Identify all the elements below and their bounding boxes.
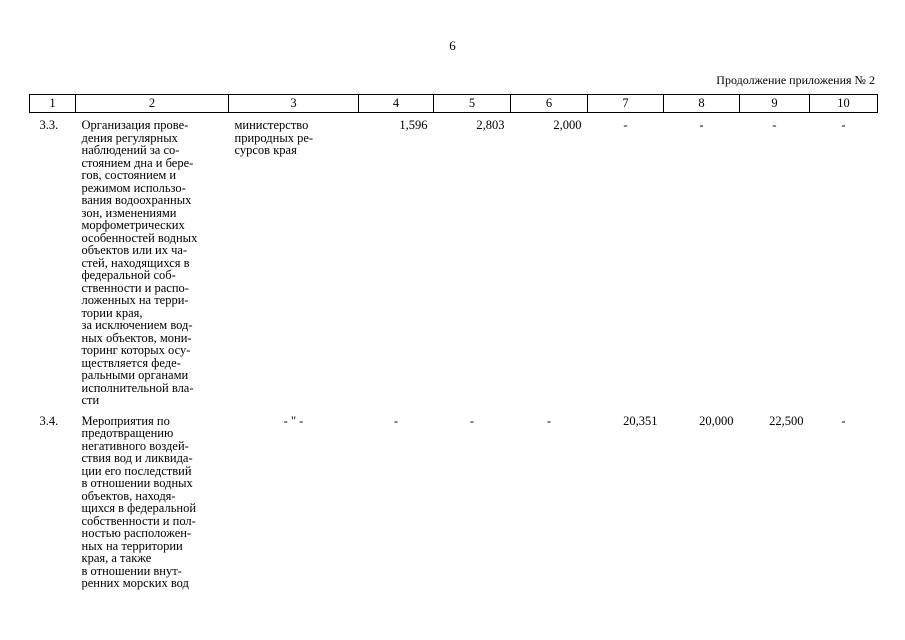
- executor: - " -: [283, 413, 304, 428]
- continuation-note: Продолжение приложения № 2: [716, 73, 875, 87]
- header-row: [30, 95, 878, 113]
- value-col-6: 2,000: [553, 118, 582, 132]
- activity-name: Организация прове- дения регулярных наблюдений за со- стоянием дна и бере- гов, состоянием и режимом использо- вания водоохранных зон, изменениями морфометрических особенностей водных объектов или их ча- стей, находящихся в федеральной соб- ственности и распо- ложенных на терри- тории края, за исключением вод- ных объектов, мони- торинг которых осу- ществляется феде- ральными органами исполнительной вла- сти: [81, 118, 198, 407]
- column-header-3: 3: [229, 95, 359, 113]
- value-col-7: 20,351: [623, 413, 658, 428]
- value-col-5: -: [469, 413, 475, 428]
- value-col-5: 2,803: [476, 118, 505, 132]
- column-header-5: 5: [434, 95, 511, 113]
- column-header-4: 4: [359, 95, 434, 113]
- row-number: 3.3.: [39, 118, 59, 132]
- appendix-table: [29, 94, 878, 590]
- value-col-9: 22,500: [769, 413, 804, 428]
- column-header-1: 1: [30, 95, 76, 113]
- value-col-9: -: [772, 118, 777, 132]
- value-col-4: 1,596: [399, 118, 428, 132]
- row-number: 3.4.: [39, 413, 59, 428]
- column-header-6: 6: [511, 95, 588, 113]
- executor: министерство природных ре- сурсов края: [234, 118, 314, 157]
- page-number: 6: [449, 38, 456, 53]
- value-col-10: -: [841, 118, 846, 132]
- table-row: [30, 113, 878, 407]
- value-col-6: -: [546, 413, 552, 428]
- value-col-8: 20,000: [699, 413, 734, 428]
- column-header-10: 10: [810, 95, 878, 113]
- table-row: [30, 407, 878, 590]
- value-col-4: -: [393, 413, 399, 428]
- column-header-8: 8: [664, 95, 740, 113]
- column-header-2: 2: [76, 95, 229, 113]
- column-header-7: 7: [588, 95, 664, 113]
- value-col-7: -: [623, 118, 628, 132]
- value-col-10: -: [841, 413, 846, 428]
- activity-name: Мероприятия по предотвращению негативного воздей- ствия вод и ликвида- ции его последствий в отношении водных объектов, находя- щихся в федеральной собственности и пол- ностью расположен- ных на территории края, а также в отношении внут- ренних морских вод: [81, 413, 197, 590]
- value-col-8: -: [699, 118, 704, 132]
- column-header-9: 9: [740, 95, 810, 113]
